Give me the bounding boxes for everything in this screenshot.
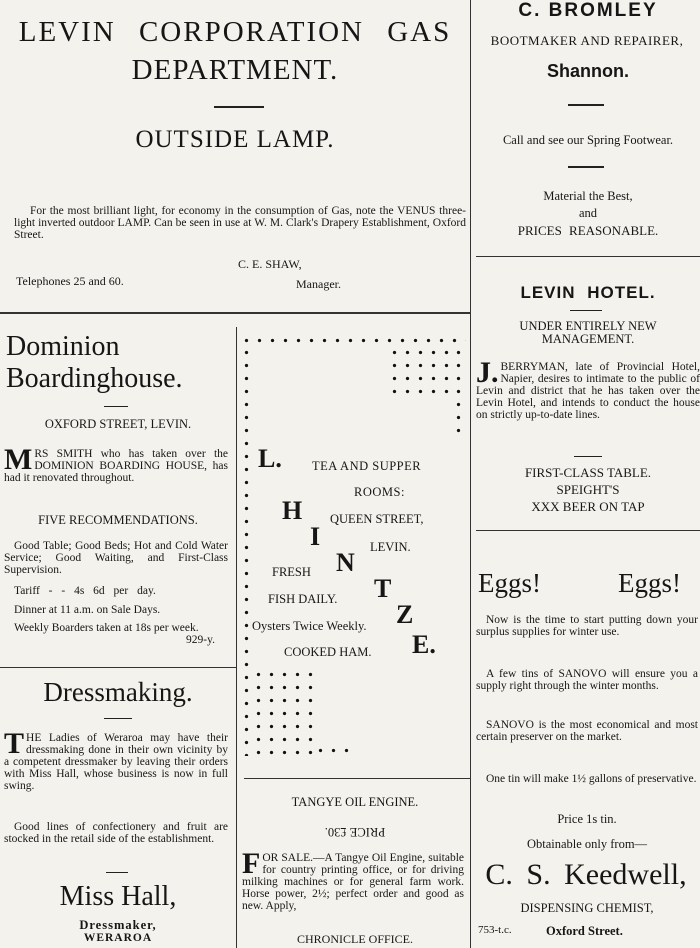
dot-corner-bottom-left (252, 668, 314, 756)
tangye-body (242, 847, 464, 912)
dress-body-text: HE Ladies of Weraroa may have their dressmaking done in their own vicinity by a competent dressmaker by leaving their orders with Miss Hall, whose business is now in full swing. (4, 732, 228, 792)
hintze-oysters: Oysters Twice Weekly. (252, 619, 367, 633)
section-divider (476, 256, 700, 257)
bromley-line1: Call and see our Spring Footwear. (502, 133, 674, 147)
eggs-code: 753-t.c. (478, 924, 512, 936)
eggs-p2: A few tins of SANOVO will ensure you a supply right through the winter months. (476, 668, 698, 692)
gas-telephones: Telephones 25 and 60. (16, 274, 124, 288)
section-divider (476, 530, 700, 531)
hintze-ham: COOKED HAM. (284, 645, 372, 659)
hotel-line2: SPEIGHT'S (556, 482, 620, 497)
dress-name: Miss Hall, (59, 881, 177, 912)
dress-drop-cap: T (4, 727, 25, 760)
dress-town: WERAROA (83, 932, 153, 944)
hintze-letter-e: E. (412, 630, 436, 659)
eggs-heading-right: Eggs! (618, 568, 681, 598)
hotel-body-text: BERRYMAN, late of Provincial Hotel, Napier, desires to intimate to the public of Levin and district that he has taken over the Levin Hotel, and intends to conduct the house on strictly up-to-date lines. (476, 361, 700, 421)
hotel-line1: FIRST-CLASS TABLE. (524, 465, 652, 480)
rule (568, 166, 604, 168)
dot-border-left (240, 346, 252, 756)
section-divider (0, 667, 236, 668)
rule (106, 872, 128, 873)
gas-signer: C. E. SHAW, (238, 257, 302, 271)
hotel-line3: XXX BEER ON TAP (531, 499, 645, 514)
rule (570, 310, 602, 311)
dress-body2: Good lines of confectionery and fruit are stocked in the retail side of the establishment. (4, 821, 228, 845)
section-divider (0, 312, 470, 314)
hintze-letter-l: L. (258, 444, 282, 473)
eggs-p1: Now is the time to start putting down your surplus supplies for winter use. (476, 614, 698, 638)
bromley-town: Shannon. (547, 61, 629, 81)
boarding-address: OXFORD STREET, LEVIN. (44, 417, 192, 431)
rule (104, 406, 128, 407)
dot-border-top (240, 334, 466, 346)
bromley-name: C. BROMLEY (518, 0, 658, 21)
gas-subtitle: OUTSIDE LAMP. (135, 126, 335, 153)
hintze-letter-i: I (310, 522, 321, 551)
gas-role: Manager. (296, 277, 341, 291)
eggs-street: Oxford Street. (546, 924, 623, 938)
gas-title-line2: DEPARTMENT. (131, 54, 339, 86)
gas-title-line1: LEVIN CORPORATION GAS (18, 16, 452, 48)
tangye-body-text: OR SALE.—A Tangye Oil Engine, suitable for country printing office, or for driving milking machines or for general farm work. Horse power, 2½; perfect order and good as new. Apply, (242, 852, 464, 912)
boarding-title2: Boardinghouse. (6, 363, 183, 394)
dot-border-right (452, 346, 464, 436)
hotel-sub2: MANAGEMENT. (541, 332, 635, 346)
boarding-title1: Dominion (6, 331, 120, 362)
hintze-letter-z: Z (396, 600, 414, 629)
eggs-heading-left: Eggs! (478, 568, 541, 598)
hintze-rooms: ROOMS: (354, 485, 405, 499)
bromley-line3: and (578, 206, 598, 220)
boarding-body-text: RS SMITH who has taken over the DOMINION BOARDING HOUSE, has had it renovated throughout. (4, 448, 228, 484)
rule (104, 718, 132, 719)
dress-title: Dressmaking. (43, 677, 193, 707)
eggs-p3: SANOVO is the most economical and most certain preserver on the market. (476, 719, 698, 743)
bromley-line2: Material the Best, (543, 189, 633, 203)
dot-border-bottom (314, 744, 354, 756)
rule (574, 456, 602, 457)
hotel-drop-cap: J. (476, 356, 499, 389)
tangye-title: TANGYE OIL ENGINE. (291, 795, 419, 809)
hintze-levin: LEVIN. (370, 540, 411, 554)
boarding-reco: FIVE RECOMMENDATIONS. (38, 513, 198, 527)
hotel-sub1: UNDER ENTIRELY NEW (519, 319, 657, 333)
boarding-drop-cap: M (4, 443, 33, 476)
tangye-drop-cap: F (242, 847, 261, 880)
dress-body (4, 727, 228, 792)
eggs-price: Price 1s tin. (557, 812, 617, 826)
hintze-letter-t: T (374, 574, 392, 603)
boarding-body (4, 443, 228, 484)
eggs-obtain: Obtainable only from— (526, 837, 648, 851)
boarding-dinner: Dinner at 11 a.m. on Sale Days. (14, 604, 161, 616)
rule (568, 104, 604, 106)
dress-trade: Dressmaker, (79, 918, 157, 932)
hintze-fresh: FRESH (272, 565, 311, 579)
tangye-office: CHRONICLE OFFICE. (296, 932, 413, 946)
column-divider-right (470, 0, 471, 948)
dot-corner-top-right (388, 346, 452, 398)
gas-body: For the most brilliant light, for economy in the consumption of Gas, note the VENUS three-light inverted outdoor LAMP. Can be seen in use at W. M. Clark's Drapery Establishment, Oxford Street. (14, 205, 466, 241)
hintze-letter-h: H (282, 496, 303, 525)
hintze-fish: FISH DAILY. (268, 592, 338, 606)
eggs-name: C. S. Keedwell, (485, 858, 687, 891)
hintze-tea: TEA AND SUPPER (312, 459, 422, 473)
rule (214, 106, 264, 108)
hotel-title: LEVIN HOTEL. (520, 283, 656, 302)
bromley-line4: PRICES REASONABLE. (517, 223, 659, 238)
boarding-services: Good Table; Good Beds; Hot and Cold Water Service; Good Waiting, and First-Class Supervision. (4, 540, 228, 576)
boarding-code: 929-y. (186, 634, 215, 646)
boarding-weekly: Weekly Boarders taken at 18s per week. (14, 622, 199, 634)
hotel-body (476, 356, 700, 421)
eggs-p4: One tin will make 1½ gallons of preservative. (486, 773, 697, 785)
bromley-trade: BOOTMAKER AND REPAIRER, (490, 33, 684, 48)
section-divider (244, 778, 470, 779)
hintze-letter-n: N (336, 548, 355, 577)
column-divider-left (236, 327, 237, 948)
boarding-tariff: Tariff - - 4s 6d per day. (14, 585, 156, 597)
hintze-queen: QUEEN STREET, (330, 512, 424, 526)
tangye-price: PRICE £30. (324, 825, 386, 839)
eggs-trade: DISPENSING CHEMIST, (520, 901, 654, 915)
